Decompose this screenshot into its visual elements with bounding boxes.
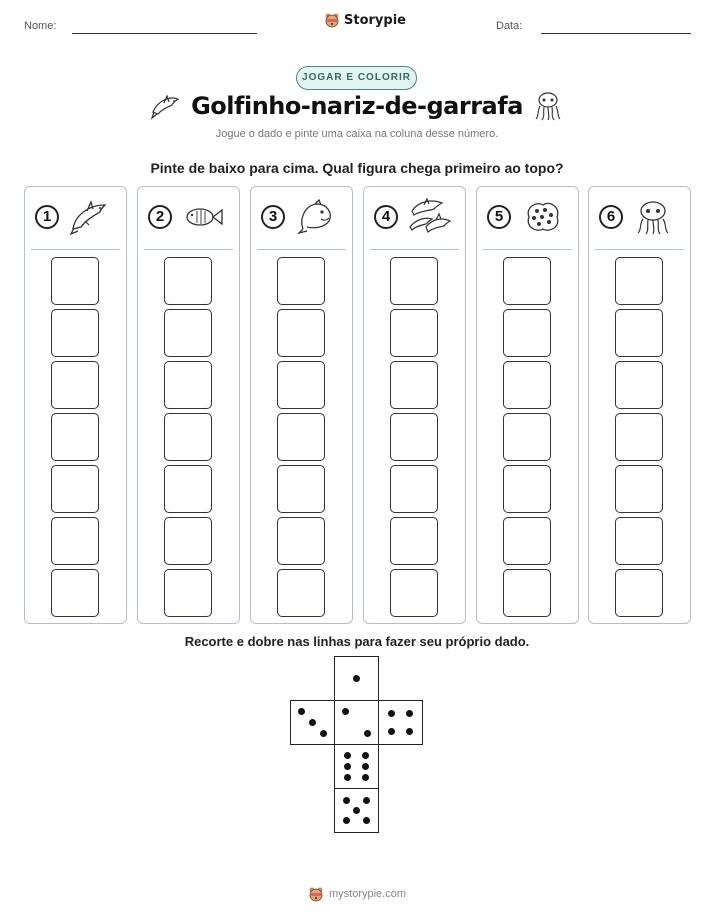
date-line (541, 33, 691, 34)
color-box[interactable] (277, 257, 325, 305)
column-header (138, 199, 239, 239)
name-label: Nome: (24, 20, 57, 32)
pip (388, 710, 395, 717)
color-box[interactable] (390, 465, 438, 513)
column-6 (588, 186, 691, 624)
pip (343, 797, 350, 804)
column-number: 1 (35, 205, 59, 229)
instruction: Pinte de baixo para cima. Qual figura chega primeiro ao topo? (150, 160, 564, 176)
pip (342, 708, 349, 715)
color-box[interactable] (277, 309, 325, 357)
column-divider (31, 249, 120, 250)
column-3 (250, 186, 353, 624)
color-box[interactable] (390, 361, 438, 409)
color-box[interactable] (390, 309, 438, 357)
column-number: 4 (374, 205, 398, 229)
dolphin-icon (69, 199, 113, 235)
pip (353, 675, 360, 682)
color-box[interactable] (390, 257, 438, 305)
fish-icon (182, 199, 226, 235)
die-face-five (334, 788, 379, 833)
pip (364, 730, 371, 737)
color-box[interactable] (277, 517, 325, 565)
color-box[interactable] (503, 309, 551, 357)
date-label: Data: (496, 20, 523, 32)
page-title: Golfinho-nariz-de-garrafa (191, 92, 523, 120)
pip (362, 774, 369, 781)
column-header (251, 199, 352, 239)
color-box[interactable] (390, 569, 438, 617)
column-header (589, 199, 690, 239)
die-face-four (378, 700, 423, 745)
pip (362, 752, 369, 759)
die-face-two (334, 700, 379, 745)
column-divider (595, 249, 684, 250)
color-box[interactable] (615, 309, 663, 357)
pip (343, 817, 350, 824)
color-box[interactable] (503, 465, 551, 513)
color-box[interactable] (164, 257, 212, 305)
column-header (364, 199, 465, 239)
column-4 (363, 186, 466, 624)
color-box[interactable] (51, 465, 99, 513)
pip (406, 728, 413, 735)
column-divider (483, 249, 572, 250)
pip (388, 728, 395, 735)
color-box[interactable] (164, 361, 212, 409)
color-box[interactable] (164, 517, 212, 565)
footer-url[interactable]: mystorypie.com (328, 888, 407, 900)
color-box[interactable] (390, 413, 438, 461)
color-box[interactable] (503, 569, 551, 617)
baby-dolphin-icon (295, 199, 339, 235)
pip (344, 774, 351, 781)
storypie-logo (324, 12, 406, 28)
column-divider (370, 249, 459, 250)
color-box[interactable] (164, 465, 212, 513)
color-box[interactable] (503, 517, 551, 565)
color-box[interactable] (503, 413, 551, 461)
column-number: 6 (599, 205, 623, 229)
color-box[interactable] (277, 361, 325, 409)
activity-badge: JOGAR E COLORIR (296, 66, 417, 90)
pip (309, 719, 316, 726)
color-box[interactable] (390, 517, 438, 565)
pip (353, 807, 360, 814)
color-box[interactable] (277, 569, 325, 617)
page-footer (0, 886, 714, 902)
column-header (25, 199, 126, 239)
color-box[interactable] (277, 465, 325, 513)
pip (320, 730, 327, 737)
dolphin-pod-icon (408, 197, 452, 237)
game-columns (24, 186, 691, 624)
color-box[interactable] (503, 361, 551, 409)
die-face-three (290, 700, 335, 745)
color-box[interactable] (164, 309, 212, 357)
column-header (477, 199, 578, 239)
column-number: 3 (261, 205, 285, 229)
bear-logo-icon (324, 12, 340, 28)
pip (406, 710, 413, 717)
color-box[interactable] (51, 361, 99, 409)
pip (344, 763, 351, 770)
squid-icon (633, 199, 677, 235)
color-box[interactable] (615, 257, 663, 305)
color-box[interactable] (615, 465, 663, 513)
column-5 (476, 186, 579, 624)
brand-name: Storypie (344, 12, 406, 28)
subtitle: Jogue o dado e pinte uma caixa na coluna desse número. (215, 128, 499, 140)
bear-logo-icon (308, 886, 324, 902)
pip (344, 752, 351, 759)
column-number: 2 (148, 205, 172, 229)
column-number: 5 (487, 205, 511, 229)
color-box[interactable] (615, 361, 663, 409)
color-box[interactable] (51, 569, 99, 617)
die-face-one (334, 656, 379, 701)
pip (363, 797, 370, 804)
color-box[interactable] (51, 517, 99, 565)
name-line (72, 33, 257, 34)
pip (363, 817, 370, 824)
color-box[interactable] (51, 309, 99, 357)
die-instruction: Recorte e dobre nas linhas para fazer seu próprio dado. (184, 634, 530, 649)
color-box[interactable] (51, 257, 99, 305)
color-box[interactable] (615, 569, 663, 617)
die-face-six (334, 744, 379, 789)
color-box[interactable] (615, 517, 663, 565)
color-box[interactable] (615, 413, 663, 461)
column-divider (144, 249, 233, 250)
color-box[interactable] (164, 569, 212, 617)
column-divider (257, 249, 346, 250)
squid-right-icon (532, 90, 564, 122)
color-box[interactable] (277, 413, 325, 461)
color-box[interactable] (503, 257, 551, 305)
color-box[interactable] (164, 413, 212, 461)
page-header (0, 0, 714, 50)
pip (298, 708, 305, 715)
column-1 (24, 186, 127, 624)
pip (362, 763, 369, 770)
color-box[interactable] (51, 413, 99, 461)
column-2 (137, 186, 240, 624)
sea-sponge-icon (521, 199, 565, 235)
